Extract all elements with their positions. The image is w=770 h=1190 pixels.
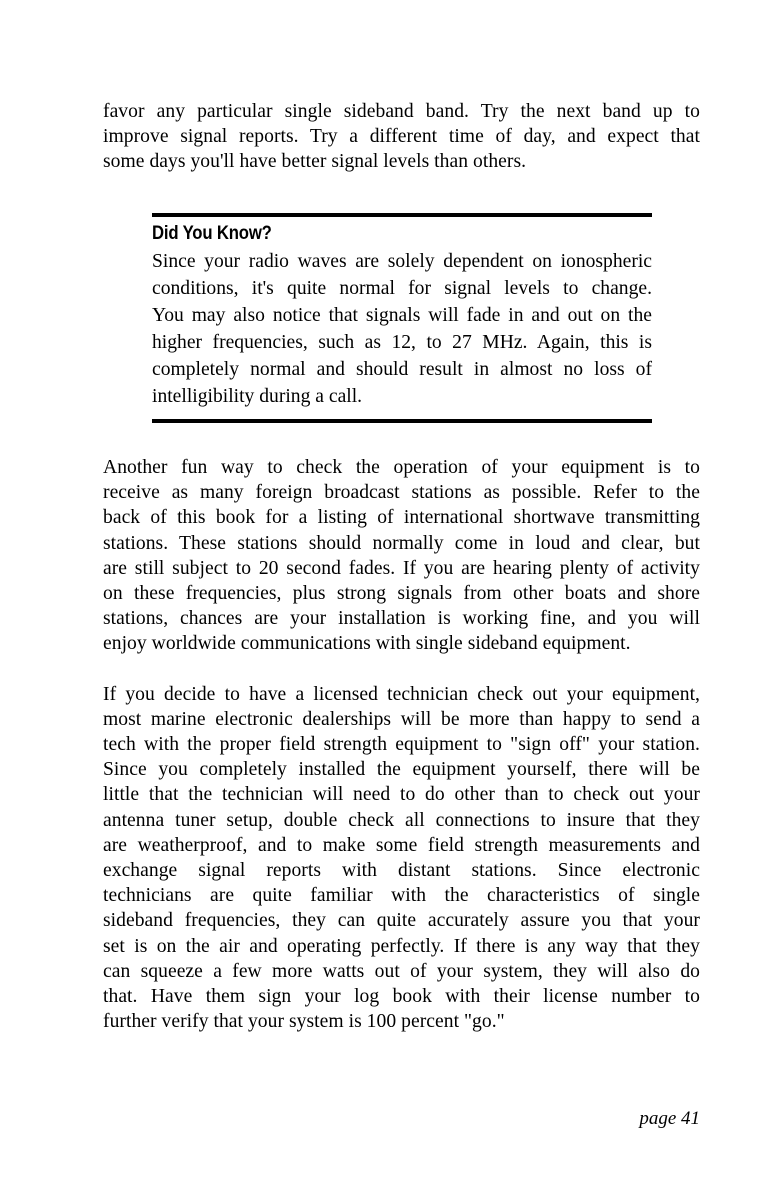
text-line: exchange signal reports with distant stations. Since electronic xyxy=(103,860,700,882)
callout-title: Did You Know? xyxy=(152,223,272,244)
page-number: page 41 xyxy=(639,1108,700,1129)
callout-body xyxy=(152,217,652,410)
text-line: can squeeze a few more watts out of your system, they will also do xyxy=(103,960,700,982)
text-line: technicians are quite familiar with the characteristics of single xyxy=(103,885,700,907)
text-line: Since your radio waves are solely dependent on ionospheric xyxy=(152,251,652,272)
callout-bottom-rule xyxy=(152,419,652,423)
text-line: stations, chances are your installation is working fine, and you will xyxy=(103,608,700,630)
text-line: higher frequencies, such as 12, to 27 MHz. Again, this is xyxy=(152,332,652,353)
text-line: enjoy worldwide communications with single sideband equipment. xyxy=(103,633,631,655)
paragraph-licensed-technician xyxy=(103,682,700,1035)
page-content-top xyxy=(103,99,700,175)
callout-text xyxy=(152,248,652,410)
paragraph-intro xyxy=(103,99,700,175)
text-line: are weatherproof, and to make some field strength measurements and xyxy=(103,834,700,856)
text-line: further verify that your system is 100 percent "go." xyxy=(103,1011,505,1033)
did-you-know-callout xyxy=(152,213,652,423)
text-line: Another fun way to check the operation of your equipment is to xyxy=(103,457,700,478)
text-line: set is on the air and operating perfectly. If there is any way that they xyxy=(103,935,700,957)
text-line: tech with the proper field strength equipment to "sign off" your station. xyxy=(103,734,700,756)
text-line: intelligibility during a call. xyxy=(152,386,363,407)
page-content-bottom xyxy=(103,455,700,1034)
text-line: You may also notice that signals will fade in and out on the xyxy=(152,305,652,326)
text-line: some days you'll have better signal levels than others. xyxy=(103,151,527,173)
text-line: favor any particular single sideband band. Try the next band up to xyxy=(103,101,700,122)
text-line: receive as many foreign broadcast stations as possible. Refer to the xyxy=(103,482,700,504)
text-line: improve signal reports. Try a different time of day, and expect that xyxy=(103,126,700,148)
text-line: most marine electronic dealerships will be more than happy to send a xyxy=(103,708,700,730)
text-line: Since you completely installed the equipment yourself, there will be xyxy=(103,759,700,781)
text-line: conditions, it's quite normal for signal levels to change. xyxy=(152,278,652,299)
paragraph-foreign-broadcast xyxy=(103,455,700,657)
text-line: on these frequencies, plus strong signals from other boats and shore xyxy=(103,583,700,605)
text-line: If you decide to have a licensed technician check out your equipment, xyxy=(103,683,700,705)
text-line: are still subject to 20 second fades. If you are hearing plenty of activity xyxy=(103,557,700,579)
text-line: completely normal and should result in almost no loss of xyxy=(152,359,652,380)
text-line: antenna tuner setup, double check all connections to insure that they xyxy=(103,809,700,831)
text-line: little that the technician will need to do other than to check out your xyxy=(103,784,700,806)
page-footer xyxy=(103,1108,700,1130)
text-line: stations. These stations should normally come in loud and clear, but xyxy=(103,532,700,554)
text-line: that. Have them sign your log book with their license number to xyxy=(103,986,700,1008)
text-line: back of this book for a listing of international shortwave transmitting xyxy=(103,507,700,529)
text-line: sideband frequencies, they can quite accurately assure you that your xyxy=(103,910,700,932)
